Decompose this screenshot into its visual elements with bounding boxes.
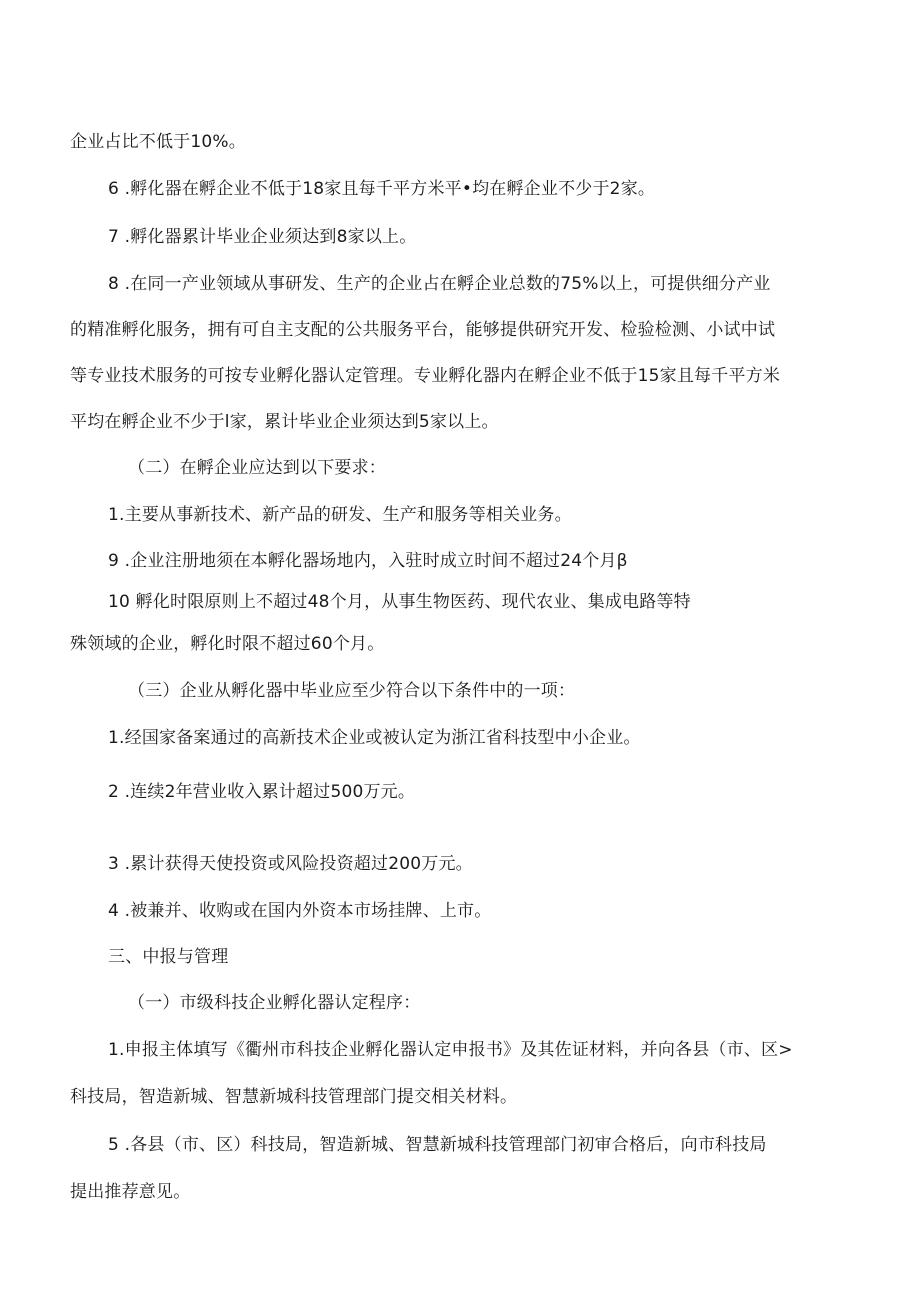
text-line: 1.经国家备案通过的高新技术企业或被认定为浙江省科技型中小企业。 [108, 728, 641, 748]
text-line: 科技局，智造新城、智慧新城科技管理部门提交相关材料。 [70, 1087, 518, 1107]
section-heading: （一）市级科技企业孵化器认定程序： [128, 993, 421, 1013]
text-line: 9 .企业注册地须在本孵化器场地内，入驻时成立时间不超过24个月β [108, 551, 628, 571]
text-line: 4 .被兼并、收购或在国内外资本市场挂牌、上市。 [108, 901, 492, 921]
section-heading: （二）在孵企业应达到以下要求： [128, 458, 386, 478]
text-line: 8 .在同一产业领域从事研发、生产的企业占在孵企业总数的75%以上，可提供细分产业 [108, 274, 771, 294]
text-line: 2 .连续2年营业收入累计超过500万元。 [108, 782, 416, 802]
text-line: 10 孵化时限原则上不超过48个月，从事生物医药、现代农业、集成电路等特 [108, 592, 691, 612]
section-heading: 三、中报与管理 [108, 947, 229, 967]
text-line: 平均在孵企业不少于l家，累计毕业企业须达到5家以上。 [70, 412, 499, 432]
text-line: 提出推荐意见。 [70, 1182, 191, 1202]
text-line: 1.主要从事新技术、新产品的研发、生产和服务等相关业务。 [108, 505, 572, 525]
text-line: 殊领域的企业，孵化时限不超过60个月。 [70, 634, 385, 654]
text-line: 3 .累计获得天使投资或风险投资超过200万元。 [108, 854, 473, 874]
text-line: 5 .各县（市、区）科技局，智造新城、智慧新城科技管理部门初审合格后，向市科技局 [108, 1135, 767, 1155]
text-line: 等专业技术服务的可按专业孵化器认定管理。专业孵化器内在孵企业不低于15家且每千平方米 [70, 366, 781, 386]
text-line: 7 .孵化器累计毕业企业须达到8家以上。 [108, 227, 417, 247]
section-heading: （三）企业从孵化器中毕业应至少符合以下条件中的一项： [128, 681, 576, 701]
text-line: 的精准孵化服务，拥有可自主支配的公共服务平台，能够提供研究开发、检验检测、小试中试 [70, 320, 776, 340]
text-line: 1.申报主体填写《衢州市科技企业孵化器认定申报书》及其佐证材料，并向各县（市、区> [108, 1040, 793, 1060]
text-line: 6 .孵化器在孵企业不低于18家且每千平方米平•均在孵企业不少于2家。 [108, 179, 656, 199]
text-line: 企业占比不低于10%。 [70, 132, 246, 152]
